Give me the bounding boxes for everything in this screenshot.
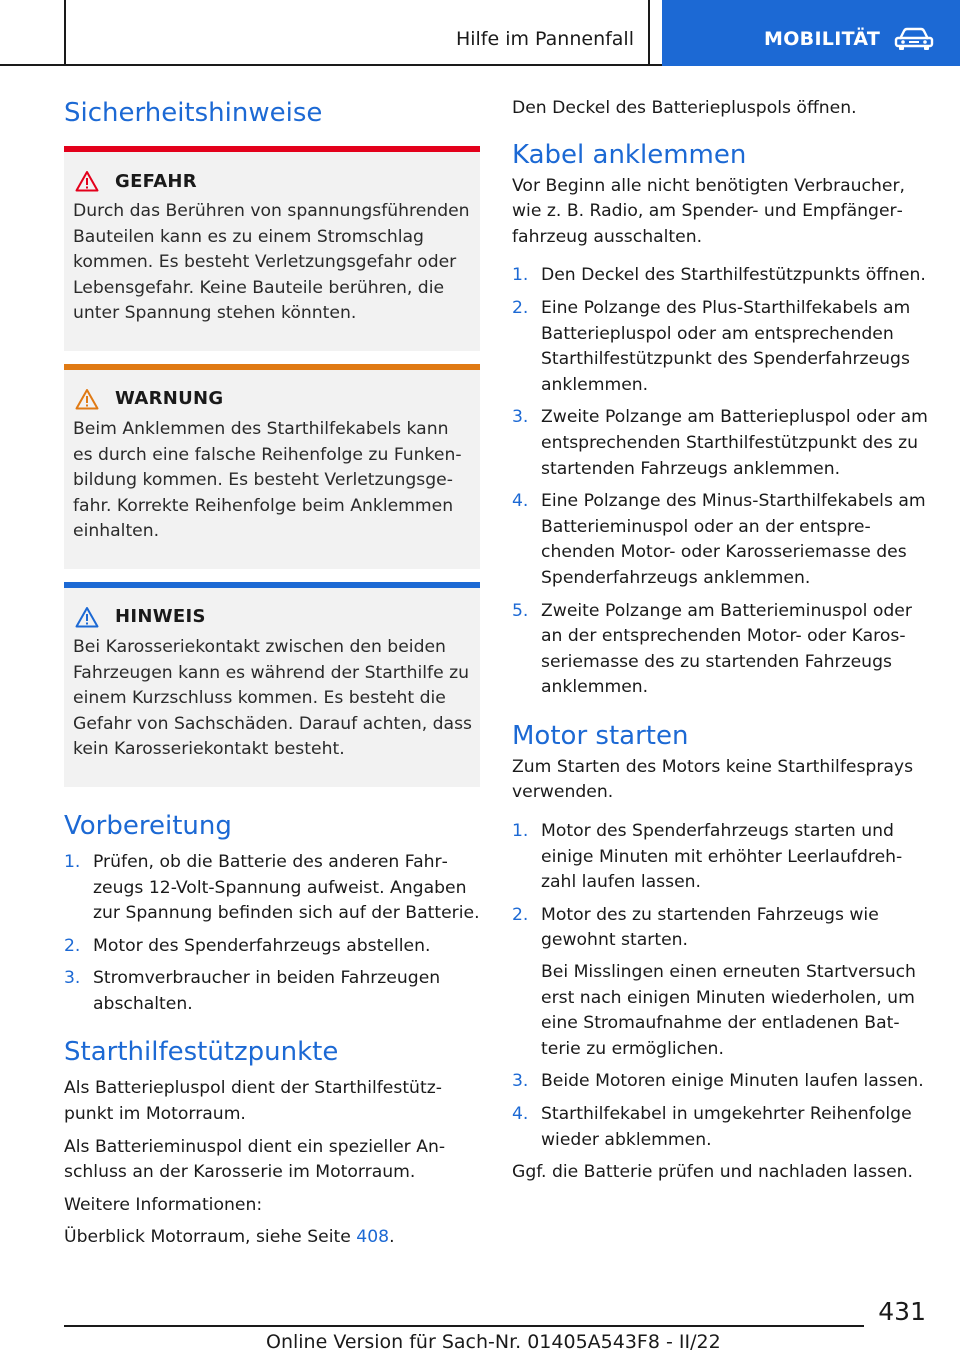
page-ref-text: Überblick Motorraum, siehe Seite	[64, 1227, 357, 1248]
heading-start-engine: Motor starten	[512, 720, 689, 751]
step-text: Motor des Spenderfahrzeugs abstellen.	[93, 935, 431, 956]
footer-rule	[64, 1325, 864, 1327]
paragraph-plus-pole: Als Batteriepluspol dient der Starthilfestützpunkt im Motorraum.	[64, 1078, 442, 1125]
header-section-box	[64, 0, 650, 66]
step-number: 1.	[512, 821, 529, 842]
paragraph-connect-intro: Vor Beginn alle nicht benötigten Verbraucher, wie z. B. Radio, am Spender- und Empfängerfahrzeug ausschalten.	[512, 175, 906, 247]
danger-title: GEFAHR	[115, 170, 197, 192]
step-number: 3.	[64, 968, 81, 989]
car-icon	[894, 27, 934, 51]
step-text: Zweite Polzange am Batterieminuspol oder an der entsprechenden Motor- oder Karosseriemasse des zu startenden Fahrzeugs anklemmen.	[541, 600, 912, 698]
heading-connect-cables: Kabel anklemmen	[512, 139, 747, 170]
list-item	[512, 1102, 928, 1153]
list-item	[64, 850, 480, 927]
list-item	[512, 263, 928, 289]
paragraph-minus-pole: Als Batterieminuspol dient ein spezieller Anschluss an der Karosserie im Motorraum.	[64, 1136, 446, 1183]
step-number: 4.	[512, 1104, 529, 1124]
step-text: Beide Motoren einige Minuten laufen lassen.	[541, 1071, 924, 1092]
list-item	[512, 1069, 928, 1095]
step-text: Motor des Spenderfahrzeugs starten und einige Minuten mit erhöhter Leerlaufdrehzahl laufen lassen.	[541, 821, 903, 893]
step-number: 1.	[512, 265, 529, 286]
notice-box	[64, 582, 480, 787]
step-number: 5.	[512, 600, 529, 621]
preparation-steps	[64, 850, 480, 1018]
warning-text: Beim Anklemmen des Starthilfekabels kann es durch eine falsche Reihenfolge zu Funkenbildung kommen. Es besteht Verletzungsgefahr. Korrekte Reihenfolge beim Anklemmen einhalten.	[73, 418, 462, 542]
header-section-title: Hilfe im Pannenfall	[455, 28, 634, 50]
start-steps	[512, 819, 928, 954]
heading-safety: Sicherheitshinweise	[64, 98, 323, 128]
step-text: Stromverbraucher in beiden Fahrzeugen abschalten.	[93, 968, 441, 1014]
step-number: 2.	[64, 935, 81, 956]
paragraph-open-cover: Den Deckel des Batteriepluspols öffnen.	[512, 98, 857, 118]
list-item	[512, 296, 928, 398]
list-item	[512, 405, 928, 482]
notice-text: Bei Karosseriekontakt zwischen den beiden Fahrzeugen kann es während der Starthilfe zu einem Kurzschluss kommen. Es besteht die Gefahr von Sachschäden. Darauf achten, dass kein Karosseriekontakt besteht.	[73, 636, 472, 760]
left-column	[64, 96, 480, 1258]
header-chapter-label: MOBILITÄT	[764, 28, 881, 50]
page-ref-link[interactable]: 408	[356, 1227, 390, 1248]
list-item	[64, 934, 480, 960]
warning-triangle-icon	[75, 606, 99, 628]
step-number: 2.	[512, 297, 529, 318]
heading-preparation: Vorbereitung	[64, 810, 232, 841]
notice-title: HINWEIS	[115, 606, 206, 628]
list-item	[512, 599, 928, 701]
step-text: Motor des zu startenden Fahrzeugs wie gewohnt starten.	[541, 904, 879, 951]
danger-box	[64, 146, 480, 351]
list-item	[512, 489, 928, 591]
list-item	[512, 819, 928, 896]
warning-box	[64, 364, 480, 569]
paragraph-outro: Ggf. die Batterie prüfen und nachladen lassen.	[512, 1162, 914, 1183]
heading-jump-points: Starthilfestützpunkte	[64, 1037, 339, 1068]
page-number: 431	[878, 1297, 926, 1326]
step-text: Starthilfekabel in umgekehrter Reihenfolge wieder abklemmen.	[541, 1104, 912, 1150]
header-chapter-tab[interactable]	[662, 0, 960, 66]
right-column	[512, 96, 928, 1193]
step-text: Den Deckel des Starthilfestützpunkts öffnen.	[541, 265, 926, 286]
list-item	[64, 966, 480, 1017]
list-item	[512, 903, 928, 954]
paragraph-start-intro: Zum Starten des Motors keine Starthilfesprays verwenden.	[512, 756, 914, 803]
start-steps-cont	[512, 1069, 928, 1153]
footer-version-text: Online Version für Sach-Nr. 01405A543F8 - II/22	[266, 1331, 721, 1353]
connect-steps	[512, 263, 928, 701]
warning-title: WARNUNG	[115, 388, 224, 410]
step-text: Prüfen, ob die Batterie des anderen Fahrzeugs 12-Volt-Spannung aufweist. Angaben zur Spannung befinden sich auf der Batterie.	[93, 851, 480, 924]
step-number: 3.	[512, 407, 529, 428]
step-number: 1.	[64, 851, 81, 872]
warning-triangle-icon	[75, 388, 99, 410]
paragraph-page-ref	[64, 1225, 480, 1251]
page-ref-suffix: .	[389, 1227, 395, 1248]
danger-text: Durch das Berühren von spannungsführenden Bauteilen kann es zu einem Stromschlag kommen. Es besteht Verletzungsgefahr oder Lebensgefahr. Keine Bauteile berühren, die unter Spannung stehen könnten.	[73, 201, 470, 324]
step-number: 4.	[512, 491, 529, 512]
step-number: 3.	[512, 1071, 529, 1092]
step-number: 2.	[512, 904, 529, 925]
step-text: Eine Polzange des Plus-Starthilfekabels am Batteriepluspol oder am entsprechenden Starthilfestützpunkt des Spenderfahrzeugs anklemmen.	[541, 297, 911, 395]
paragraph-more-info: Weitere Informationen:	[64, 1194, 263, 1215]
step-note: Bei Misslingen einen erneuten Startversuch erst nach einigen Minuten wiederholen, um eine Stromaufnahme der entladenen Batterie zu ermöglichen.	[541, 962, 916, 1059]
step-text: Zweite Polzange am Batteriepluspol oder am entsprechenden Starthilfestützpunkt des zu startenden Fahrzeugs anklemmen.	[541, 407, 928, 479]
warning-triangle-icon	[75, 170, 99, 192]
step-text: Eine Polzange des Minus-Starthilfekabels am Batterieminuspol oder an der entsprechenden Motor- oder Karosseriemasse des Spenderfahrzeugs anklemmen.	[541, 491, 926, 588]
